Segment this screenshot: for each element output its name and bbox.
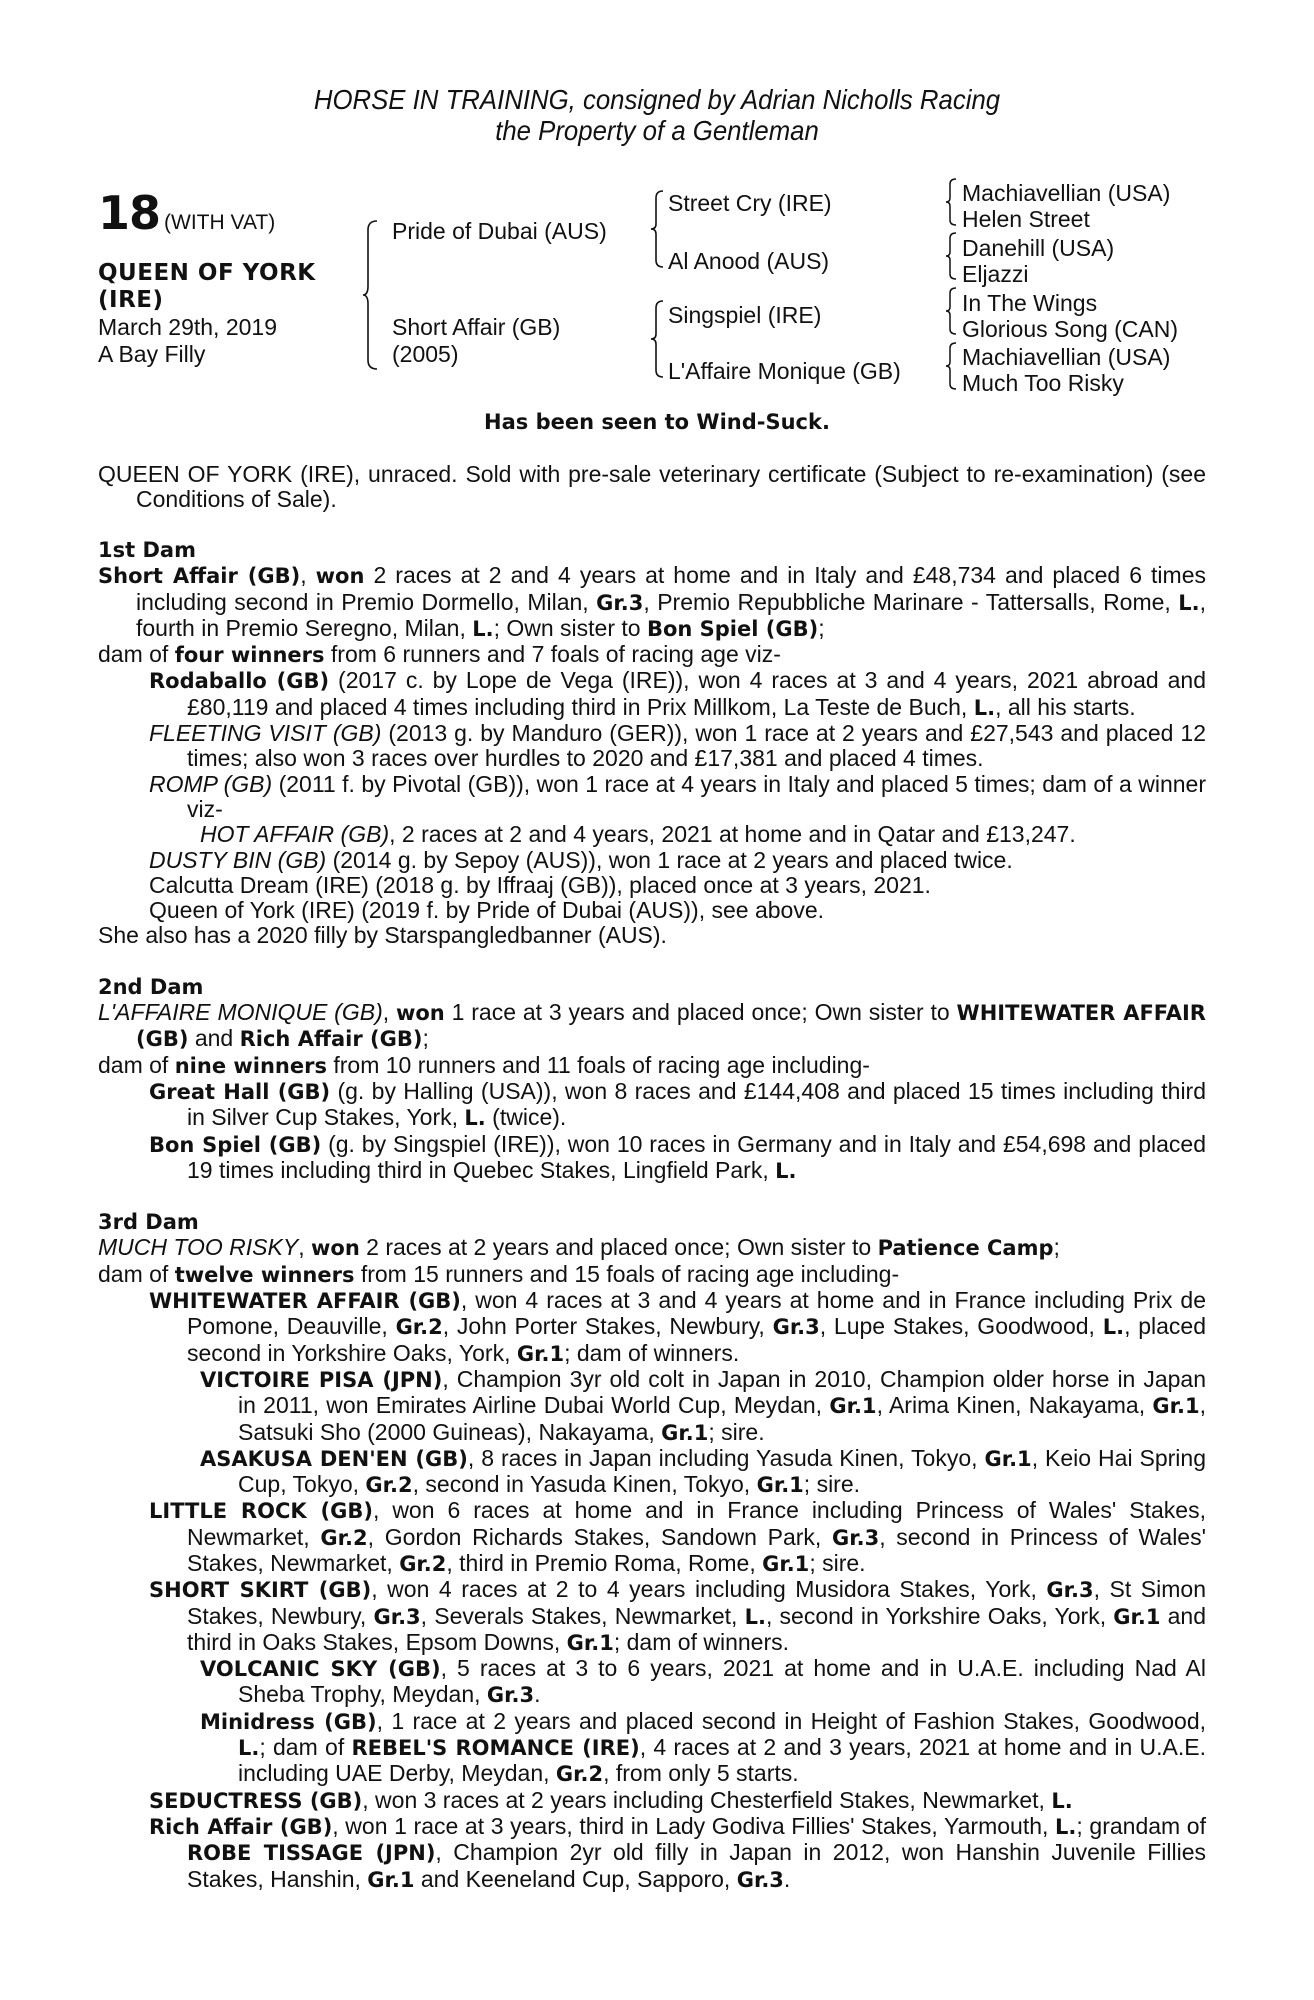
text-run: , second in Yasuda Kinen, Tokyo, [412, 1471, 757, 1498]
text-run: , Satsuki Sho (2000 Guineas), Nakayama, [238, 1392, 1206, 1445]
bold-text: Gr.1 [762, 1551, 810, 1576]
text-run: , placed second in Yorkshire Oaks, York, [187, 1313, 1206, 1366]
produce-record [98, 1498, 1206, 1577]
bold-text: Bon Spiel (GB) [646, 616, 819, 641]
text-run: . [534, 1681, 541, 1708]
section-spacer [98, 949, 1206, 975]
bold-text: Gr.1 [1113, 1604, 1161, 1629]
property-of: the Property of a Gentleman [495, 115, 819, 146]
pedigree-sire-sire: Street Cry (IRE) [668, 190, 832, 216]
foaling-date: March 29th, 2019 [98, 314, 278, 340]
veterinary-notice: Has been seen to Wind-Suck. [484, 410, 830, 434]
text-run: ; sire. [803, 1471, 861, 1498]
produce-record [98, 1288, 1206, 1367]
text-run: , fourth in Premio Seregno, Milan, [136, 588, 1207, 641]
bold-text: won [315, 564, 365, 589]
text-run: 2 races at 2 years and placed once; Own sister to [359, 1234, 878, 1261]
text-run: ; [818, 614, 825, 641]
bold-text: Gr.3 [373, 1604, 421, 1629]
pedigree-brace-dam [650, 300, 664, 378]
bold-text: L. [775, 1158, 797, 1183]
text-run: , Keio Hai Spring Cup, Tokyo, [238, 1444, 1206, 1498]
bold-text: Gr.3 [736, 1867, 784, 1892]
bold-text: L. [472, 616, 494, 641]
produce-record [98, 1709, 1206, 1788]
bold-text: ASAKUSA DEN'EN (GB) [200, 1446, 468, 1471]
text-run: 2 races at 2 and 4 years at home and in Italy and £48,734 and placed 6 times including second in Premio Dormello, Milan, [136, 562, 1206, 615]
dam-record [98, 642, 1206, 668]
bold-text: Great Hall (GB) [149, 1079, 331, 1104]
text-run: , Premio Repubbliche Marinare - Tattersalls, Rome, [643, 588, 1179, 615]
text-run: , [382, 999, 396, 1026]
produce-record [98, 1446, 1206, 1499]
dam-record [98, 1235, 1206, 1261]
text-run: , John Porter Stakes, Newbury, [442, 1313, 773, 1340]
text-run: , second in Yorkshire Oaks, York, [765, 1602, 1114, 1629]
bold-text: LITTLE ROCK (GB) [149, 1499, 373, 1524]
lot-number: 18 [98, 186, 161, 240]
text-run: 1 race at 3 years and placed once; Own sister to [444, 999, 957, 1026]
produce-record [98, 873, 1206, 898]
family-sections [98, 538, 1206, 1893]
text-run: from 15 runners and 15 foals of racing age including- [354, 1260, 900, 1287]
dam-section [98, 975, 1206, 1184]
horse-details [98, 260, 316, 368]
text-run: , third in Premio Roma, Rome, [446, 1549, 763, 1576]
text-run: dam of [98, 1260, 175, 1287]
bold-text: SEDUCTRESS (GB) [149, 1788, 363, 1813]
produce-record [98, 898, 1206, 923]
bold-text: WHITEWATER AFFAIR (GB) [149, 1289, 461, 1314]
bold-text: twelve winners [174, 1262, 355, 1287]
bold-text: VICTOIRE PISA (JPN) [200, 1367, 443, 1392]
dam-section [98, 1210, 1206, 1893]
text-run: ; sire. [708, 1418, 765, 1445]
bold-text: Rich Affair (GB) [239, 1027, 423, 1052]
text-run: , St Simon Stakes, Newbury, [187, 1576, 1206, 1629]
bold-text: VOLCANIC SKY (GB) [200, 1657, 441, 1682]
intro-paragraphs [98, 462, 1206, 513]
intro-paragraph [98, 462, 1206, 513]
text-run: , 2 races at 2 and 4 years, 2021 at home and in Qatar and £13,247. [389, 821, 1076, 848]
produce-record [98, 822, 1206, 847]
text-run: , Severals Stakes, Newmarket, [420, 1602, 745, 1629]
text-run: (2011 f. by Pivotal (GB)), won 1 race at 4 years in Italy and placed 5 times; dam of a winner viz- [187, 770, 1206, 822]
produce-record [98, 668, 1206, 721]
italic-text: DUSTY BIN (GB) [149, 846, 327, 873]
text-run: ; grandam of [1076, 1812, 1206, 1839]
bold-text: REBEL'S ROMANCE (IRE) [351, 1736, 640, 1761]
bold-text: four winners [174, 643, 325, 668]
bold-text: WHITEWATER AFFAIR (GB) [136, 1001, 1206, 1052]
bold-text: Minidress (GB) [200, 1709, 377, 1734]
bold-text: Gr.1 [756, 1473, 804, 1498]
text-run: She also has a 2020 filly by Starspangledbanner (AUS). [98, 922, 667, 949]
italic-text: HOT AFFAIR (GB) [200, 821, 390, 848]
text-run: , won 6 races at home and in France including Princess of Wales' Stakes, Newmarket, [187, 1497, 1206, 1550]
text-run: QUEEN OF YORK (IRE), unraced. Sold with pre-sale veterinary certificate (Subject to re-examination) (see Conditions of Sale). [98, 461, 1206, 513]
text-run: ; dam of winners. [564, 1339, 740, 1366]
bold-text: Gr.1 [516, 1341, 565, 1366]
text-run: , from only 5 starts. [603, 1760, 799, 1787]
text-run: , Lupe Stakes, Goodwood, [819, 1313, 1103, 1340]
pedigree-dam: Short Affair (GB) [392, 314, 561, 340]
bold-text: L. [464, 1106, 486, 1131]
italic-text: ROMP (GB) [149, 770, 273, 797]
horse-description: A Bay Filly [98, 341, 206, 367]
bold-text: Gr.2 [365, 1473, 413, 1498]
text-run: and Keeneland Cup, Sapporo, [414, 1865, 737, 1892]
pedigree-brace-ggp-4 [945, 342, 957, 390]
text-run: , Arima Kinen, Nakayama, [876, 1392, 1153, 1419]
italic-text: MUCH TOO RISKY [98, 1234, 299, 1261]
text-run: , won 4 races at 3 and 4 years at home and in France including Prix de Pomone, Deauville, [187, 1287, 1206, 1340]
text-run: , 8 races in Japan including Yasuda Kinen, Tokyo, [467, 1444, 985, 1471]
bold-text: Gr.2 [399, 1551, 447, 1576]
pedigree-brace-ggp-1 [945, 178, 957, 226]
pedigree-ggp-4: Eljazzi [962, 261, 1029, 287]
section-spacer [98, 1184, 1206, 1210]
bold-text: L. [238, 1736, 260, 1761]
bold-text: L. [1055, 1814, 1077, 1839]
pedigree-sire-dam: Al Anood (AUS) [668, 248, 830, 274]
produce-record [98, 1788, 1206, 1814]
produce-record [98, 1079, 1206, 1132]
text-run: ; dam of winners. [613, 1628, 789, 1655]
bold-text: Gr.2 [320, 1525, 368, 1550]
text-run: , all his starts. [995, 693, 1136, 720]
pedigree-ggp-2: Helen Street [962, 206, 1090, 232]
italic-text: FLEETING VISIT (GB) [149, 720, 382, 747]
text-run: , 1 race at 2 years and placed second in Height of Fashion Stakes, Goodwood, [376, 1707, 1207, 1734]
text-run: , won 1 race at 3 years, third in Lady Godiva Fillies' Stakes, Yarmouth, [332, 1812, 1056, 1839]
horse-name: QUEEN OF YORK [98, 260, 316, 286]
text-run: (2017 c. by Lope de Vega (IRE)), won 4 races at 3 and 4 years, 2021 abroad and £80,119 and placed 4 times including third in Prix Millkom, La Teste de Buch, [187, 667, 1206, 720]
bold-text: L. [1102, 1315, 1125, 1340]
text-run: , Gordon Richards Stakes, Sandown Park, [367, 1523, 832, 1550]
consignment-title: HORSE IN TRAINING, consigned by Adrian Nicholls Racing [313, 84, 1001, 115]
text-run: from 6 runners and 7 foals of racing age viz- [324, 641, 781, 668]
text-run: (twice). [485, 1104, 567, 1131]
catalogue-header [53, 84, 1262, 146]
pedigree-sire: Pride of Dubai (AUS) [392, 218, 607, 244]
pedigree-ggp-3: Danehill (USA) [962, 235, 1115, 261]
text-run: , 4 races at 2 and 3 years, 2021 at home and in U.A.E. including UAE Derby, Meydan, [238, 1734, 1207, 1787]
horse-origin: (IRE) [98, 287, 164, 313]
text-run: Queen of York (IRE) (2019 f. by Pride of Dubai (AUS)), see above. [149, 897, 825, 924]
dam-sections [98, 538, 1206, 1893]
produce-record [98, 1577, 1206, 1656]
section-heading: 2nd Dam [98, 974, 204, 999]
text-run: ; [422, 1025, 429, 1052]
produce-record [98, 1814, 1206, 1893]
dam-section [98, 538, 1206, 949]
bold-text: ROBE TISSAGE (JPN) [187, 1841, 436, 1866]
pedigree-ggp-6: Glorious Song (CAN) [962, 316, 1179, 342]
pedigree-ggp-1: Machiavellian (USA) [962, 180, 1171, 206]
bold-text: SHORT SKIRT (GB) [149, 1578, 372, 1603]
produce-record [98, 1367, 1206, 1446]
dam-record [98, 923, 1206, 948]
bold-text: won [311, 1236, 360, 1261]
produce-record [98, 1132, 1206, 1185]
text-run: ; sire. [809, 1549, 866, 1576]
dam-record [98, 1262, 1206, 1288]
bold-text: Gr.3 [486, 1683, 535, 1708]
bold-text: Gr.1 [1152, 1394, 1200, 1419]
bold-text: L. [1051, 1788, 1073, 1813]
pedigree-ggp-8: Much Too Risky [962, 370, 1124, 396]
text-run: (g. by Singspiel (IRE)), won 10 races in Germany and in Italy and £54,698 and placed 19 times including third in Quebec Stakes, Lingfield Park, [187, 1130, 1206, 1183]
text-run: , won 3 races at 2 years including Chesterfield Stakes, Newmarket, [362, 1786, 1052, 1813]
bold-text: Gr.1 [661, 1420, 709, 1445]
text-run: dam of [98, 1051, 175, 1078]
text-run: ; dam of [259, 1734, 352, 1761]
text-run: Calcutta Dream (IRE) (2018 g. by Iffraaj (GB)), placed once at 3 years, 2021. [149, 871, 931, 898]
vat-note: (WITH VAT) [164, 211, 276, 234]
lot-number-block [98, 186, 275, 240]
bold-text: Patience Camp [877, 1236, 1054, 1261]
text-run: , 5 races at 3 to 6 years, 2021 at home and in U.A.E. including Nad Al Sheba Trophy, Meydan, [238, 1655, 1207, 1708]
pedigree-brace-ggp-3 [945, 287, 957, 335]
bold-text: Gr.1 [829, 1394, 877, 1419]
dam-record [98, 1000, 1206, 1053]
bold-text: Bon Spiel (GB) [149, 1132, 322, 1157]
dam-record [98, 1053, 1206, 1079]
pedigree-ggp-7: Machiavellian (USA) [962, 344, 1171, 370]
bold-text: Short Affair (GB) [98, 564, 301, 589]
pedigree-dam-dam: L'Affaire Monique (GB) [668, 358, 901, 384]
text-run: , [300, 562, 316, 589]
bold-text: won [395, 1001, 445, 1026]
bold-text: L. [744, 1604, 766, 1629]
section-heading: 1st Dam [98, 538, 196, 562]
text-run: and [188, 1025, 240, 1052]
text-run: dam of [98, 641, 175, 668]
bold-text: Rich Affair (GB) [149, 1814, 333, 1839]
text-run: , Champion 2yr old filly in Japan in 2012, won Hanshin Juvenile Fillies Stakes, Hanshin, [187, 1839, 1206, 1892]
pedigree-brace-ggp-2 [945, 232, 957, 280]
bold-text: Gr.2 [395, 1315, 443, 1340]
produce-record [98, 772, 1206, 823]
pedigree-ggp-5: In The Wings [962, 290, 1098, 316]
produce-record [98, 848, 1206, 873]
text-run: , [298, 1234, 311, 1261]
pedigree-brace-gen1 [362, 220, 378, 370]
bold-text: Gr.3 [772, 1315, 820, 1340]
text-run: from 10 runners and 11 foals of racing age including- [326, 1051, 870, 1078]
bold-text: Gr.3 [596, 590, 644, 615]
bold-text: Gr.1 [566, 1630, 614, 1655]
italic-text: L'AFFAIRE MONIQUE (GB) [98, 999, 383, 1026]
pedigree-dam-year: (2005) [392, 341, 459, 367]
pedigree-dam-sire: Singspiel (IRE) [668, 302, 822, 328]
bold-text: L. [973, 695, 996, 720]
text-run: . [783, 1865, 791, 1892]
bold-text: Gr.2 [555, 1762, 604, 1787]
bold-text: Gr.3 [832, 1525, 880, 1550]
bold-text: Gr.1 [984, 1446, 1032, 1471]
text-run: , won 4 races at 2 to 4 years including Musidora Stakes, York, [371, 1576, 1047, 1603]
text-run: , Champion 3yr old colt in Japan in 2010, Champion older horse in Japan in 2011, won Emirates Airline Dubai World Cup, Meydan, [238, 1365, 1207, 1419]
bold-text: Gr.3 [1046, 1578, 1094, 1603]
bold-text: Rodaballo (GB) [149, 669, 330, 694]
text-run: (g. by Halling (USA)), won 8 races and £144,408 and placed 15 times including third in Silver Cup Stakes, York, [187, 1077, 1207, 1131]
text-run: (2014 g. by Sepoy (AUS)), won 1 race at 2 years and placed twice. [326, 846, 1013, 873]
bold-text: L. [1178, 590, 1200, 615]
bold-text: Gr.1 [367, 1867, 415, 1892]
text-run: and third in Oaks Stakes, Epsom Downs, [187, 1602, 1206, 1655]
pedigree-brace-sire [650, 190, 664, 268]
text-run: , second in Princess of Wales' Stakes, Newmarket, [187, 1523, 1206, 1576]
race-record-intro [98, 462, 1206, 513]
text-run: ; Own sister to [493, 614, 647, 641]
section-heading: 3rd Dam [98, 1210, 199, 1235]
produce-record [98, 1656, 1206, 1709]
text-run: (2013 g. by Manduro (GER)), won 1 race at 2 years and £27,543 and placed 12 times; also won 3 races over hurdles to 2020 and £17,381 and placed 4 times. [187, 720, 1206, 772]
dam-record [98, 563, 1206, 642]
text-run: ; [1053, 1234, 1060, 1261]
bold-text: nine winners [174, 1053, 327, 1078]
produce-record [98, 721, 1206, 772]
